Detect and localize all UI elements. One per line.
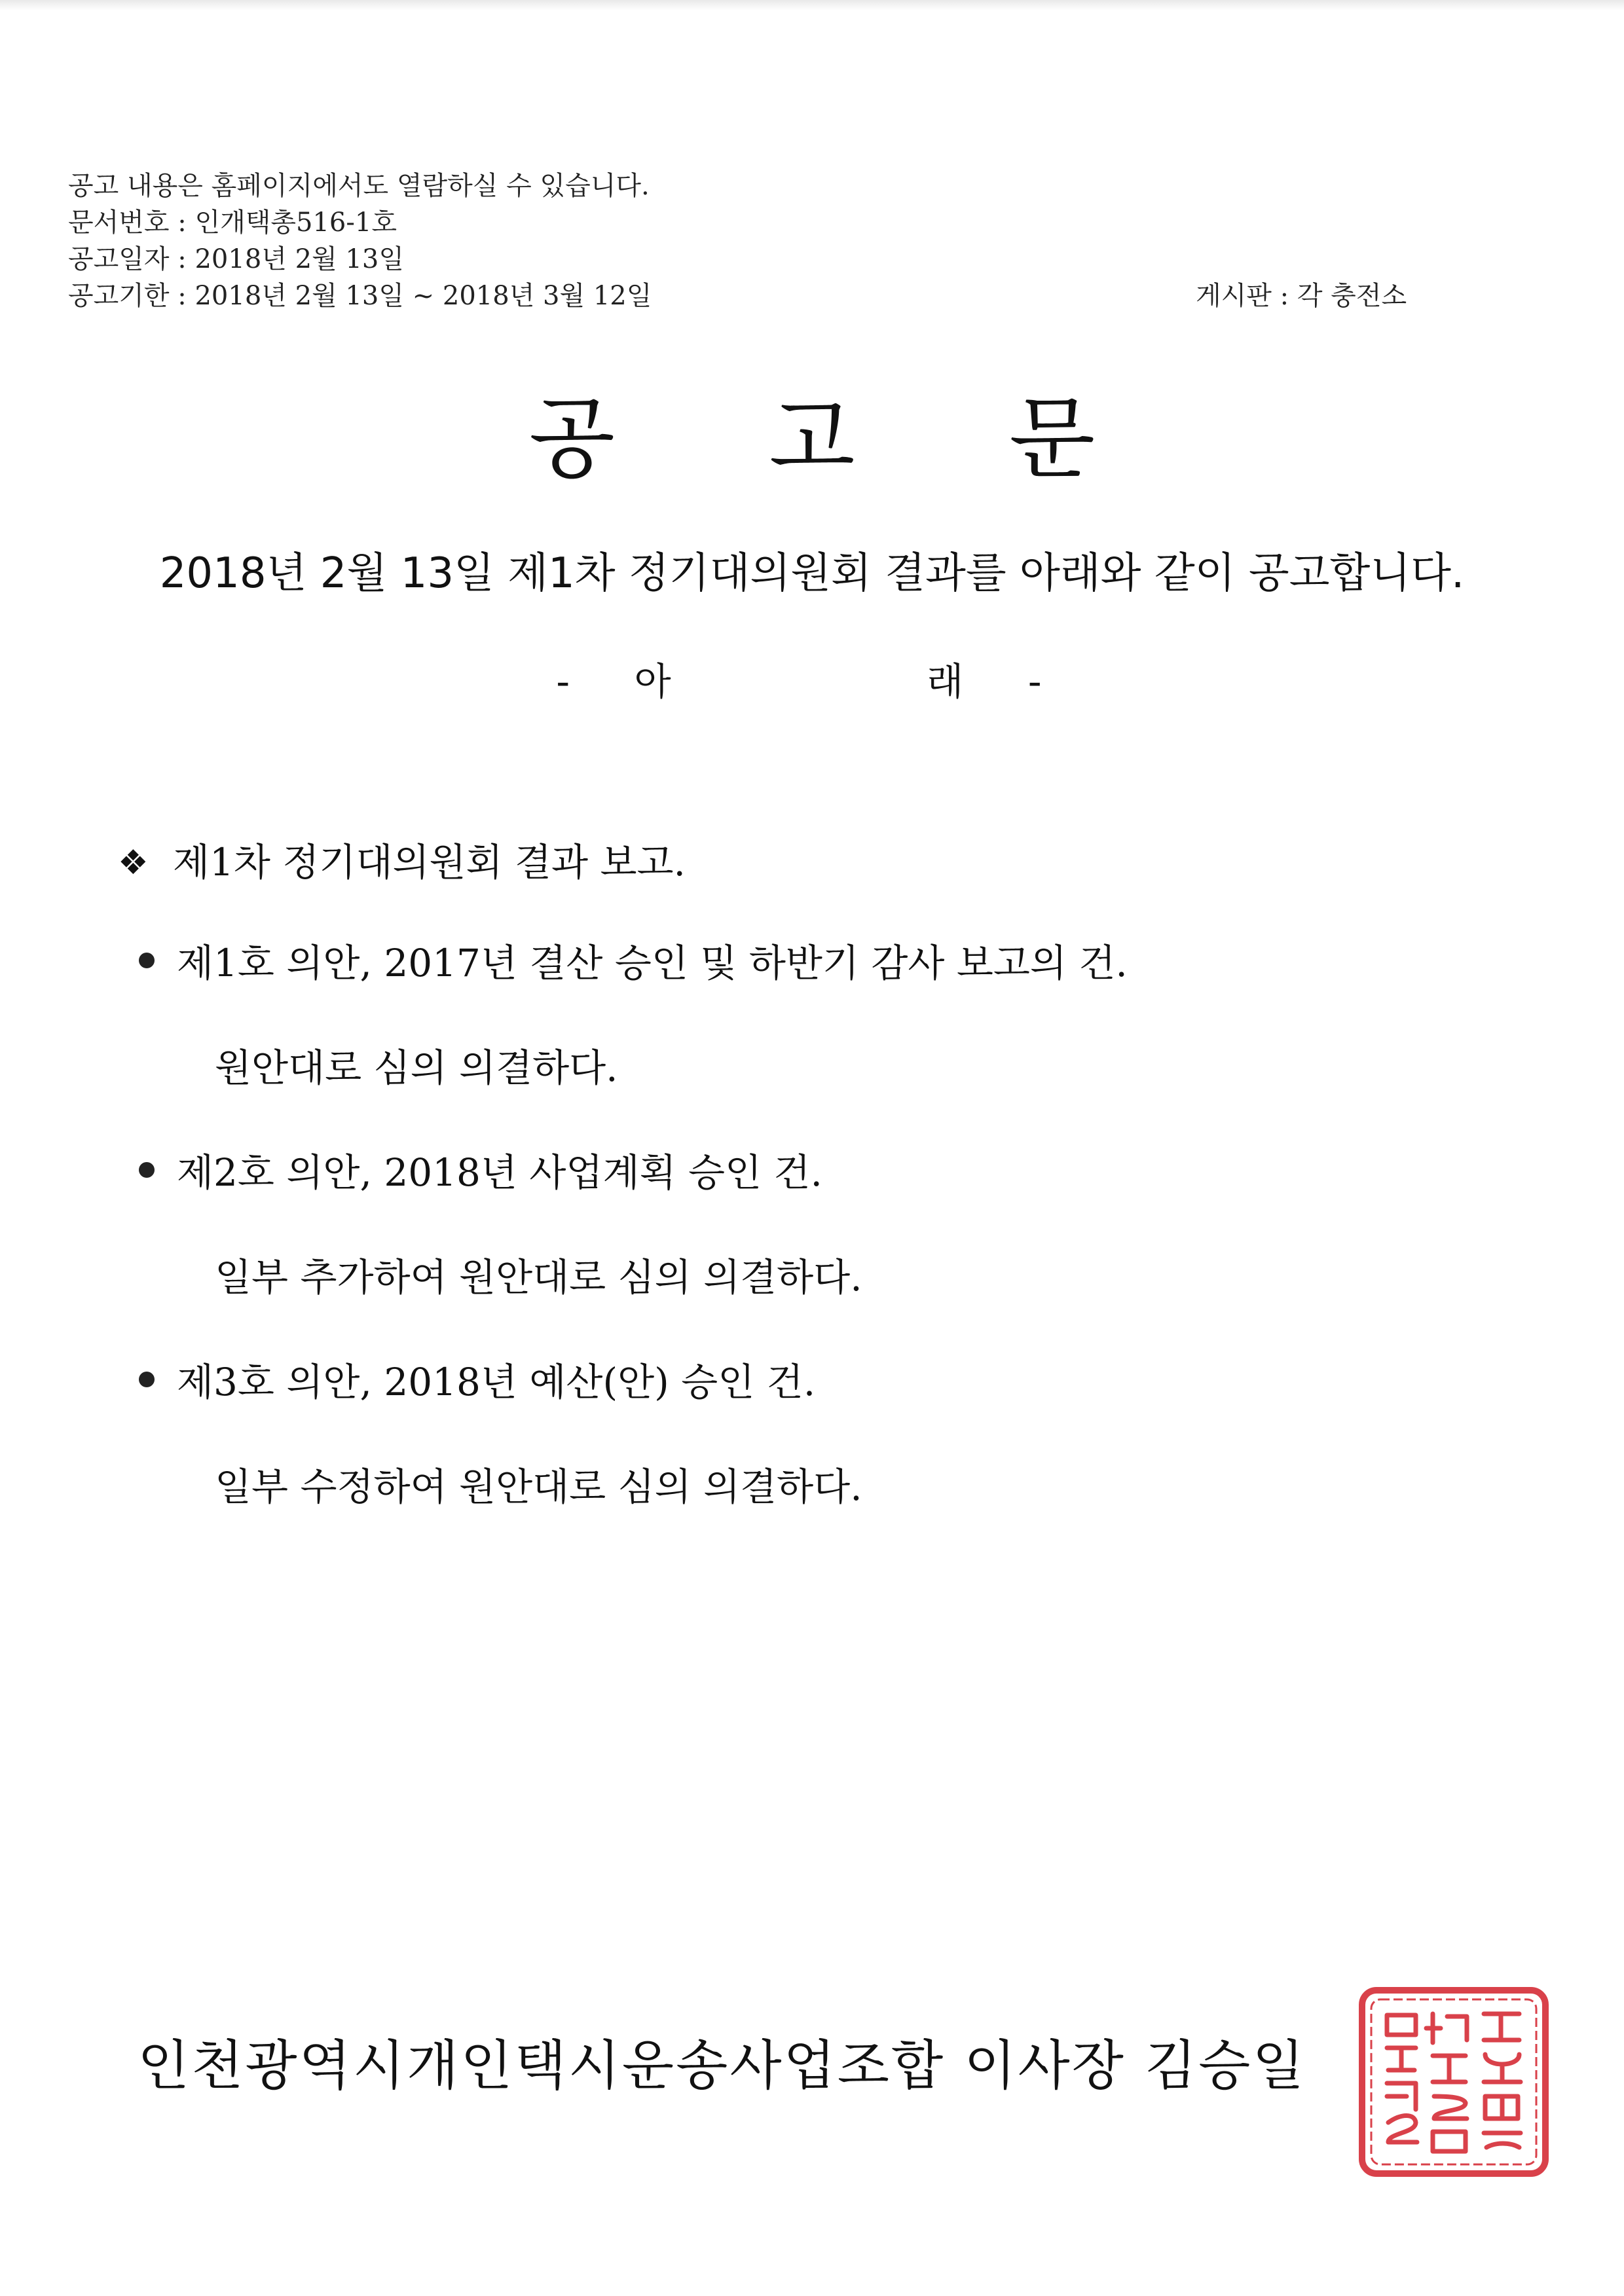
notice-period: 공고기한 : 2018년 2월 13일 ~ 2018년 3월 12일 xyxy=(68,281,652,311)
notice-date: 공고일자 : 2018년 2월 13일 xyxy=(68,244,404,274)
bullet-icon xyxy=(139,1162,155,1178)
agenda-text: 제3호 의안, 2018년 예산(안) 승인 건. xyxy=(177,1360,816,1404)
issuer-signature-line: 인천광역시개인택시운송사업조합 이사장 김승일 xyxy=(138,2035,1306,2097)
agenda-result-2: 일부 추가하여 원안대로 심의 의결하다. xyxy=(215,1255,862,1300)
homepage-notice-line: 공고 내용은 홈페이지에서도 열람하실 수 있습니다. xyxy=(68,171,650,201)
page-title: 공 고 문 xyxy=(528,388,1158,491)
agenda-text: 제1호 의안, 2017년 결산 승인 및 하반기 감사 보고의 건. xyxy=(177,941,1128,985)
agenda-text: 제2호 의안, 2018년 사업계획 승인 건. xyxy=(177,1150,822,1195)
notice-subtitle: 2018년 2월 13일 제1차 정기대의원회 결과를 아래와 같이 공고합니다. xyxy=(159,549,1465,598)
official-seal-icon xyxy=(1356,1984,1552,2180)
section-heading-text: 제1차 정기대의원회 결과 보고. xyxy=(173,840,686,884)
section-heading xyxy=(118,831,686,886)
bulletin-board: 게시판 : 각 충전소 xyxy=(1196,281,1407,311)
diamond-bullet-icon: ❖ xyxy=(118,843,149,883)
agenda-result-1: 원안대로 심의 의결하다. xyxy=(215,1046,618,1090)
agenda-item-3 xyxy=(139,1351,815,1406)
agenda-item-2 xyxy=(139,1142,822,1197)
document-number: 문서번호 : 인개택총516-1호 xyxy=(68,208,397,238)
scan-edge xyxy=(0,0,1624,10)
agenda-result-3: 일부 수정하여 원안대로 심의 의결하다. xyxy=(215,1465,862,1509)
agenda-item-1 xyxy=(139,932,1128,987)
bullet-icon xyxy=(139,953,155,968)
below-label: - 아 래 - xyxy=(556,659,1068,704)
bullet-icon xyxy=(139,1372,155,1387)
